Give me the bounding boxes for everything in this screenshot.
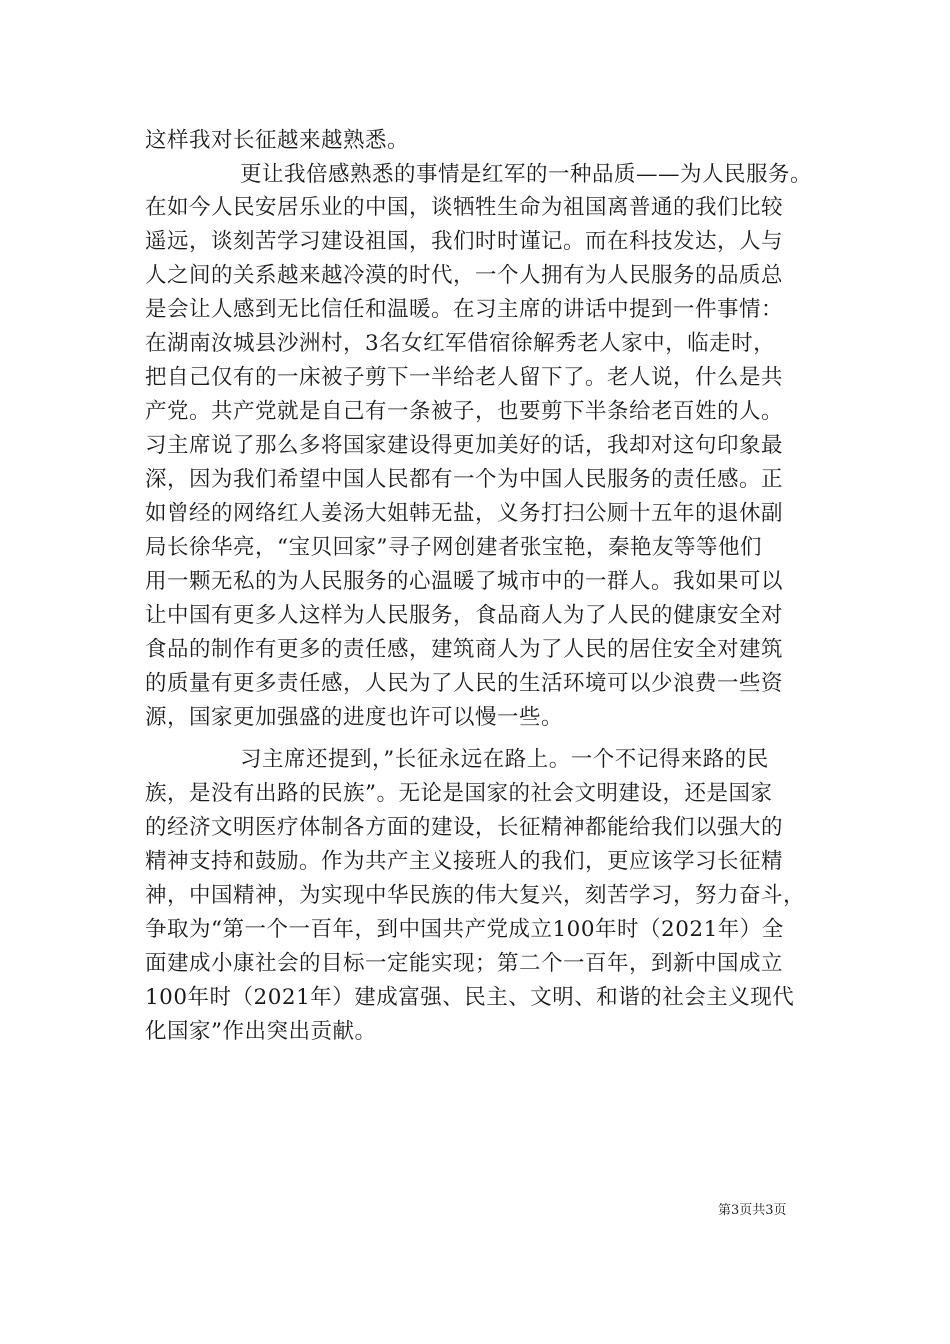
text-line: 争取为“第一个一百年，到中国共产党成立100年时（2021年）全: [145, 917, 784, 942]
text-line: 局长徐华亮，“宝贝回家”寻子网创建者张宝艳，秦艳友等等他们: [145, 535, 762, 560]
text-line: 100年时（2021年）建成富强、民主、文明、和谐的社会主义现代: [145, 985, 795, 1010]
text-line: 遥远，谈刻苦学习建设祖国，我们时时谨记。而在科技发达，人与: [145, 229, 784, 254]
text-line: 族，是没有出路的民族”。无论是国家的社会文明建设，还是国家: [145, 781, 773, 806]
text-line: 的经济文明医疗体制各方面的建设，长征精神都能给我们以强大的: [145, 815, 784, 840]
text-line: 产党。共产党就是自己有一条被子，也要剪下半条给老百姓的人。: [145, 399, 784, 424]
text-line: 精神支持和鼓励。作为共产主义接班人的我们，更应该学习长征精: [145, 849, 784, 874]
text-line: 化国家”作出突出贡献。: [145, 1019, 377, 1044]
text-line: 这样我对长征越来越熟悉。: [145, 128, 410, 153]
text-line: 深，因为我们希望中国人民都有一个为中国人民服务的责任感。正: [145, 467, 784, 492]
text-line: 源，国家更加强盛的进度也许可以慢一些。: [145, 705, 564, 730]
text-line: 食品的制作有更多的责任感，建筑商人为了人民的居住安全对建筑: [145, 637, 784, 662]
text-line: 的质量有更多责任感，人民为了人民的生活环境可以少浪费一些资: [145, 671, 784, 696]
text-line: 面建成小康社会的目标一定能实现；第二个一百年，到新中国成立: [145, 951, 784, 976]
text-line: 是会让人感到无比信任和温暖。在习主席的讲话中提到一件事情：: [145, 297, 784, 322]
text-line: 在湖南汝城县沙洲村，3名女红军借宿徐解秀老人家中，临走时，: [145, 331, 776, 356]
text-line: 习主席说了那么多将国家建设得更加美好的话，我却对这句印象最: [145, 433, 784, 458]
text-line: 在如今人民安居乐业的中国，谈牺牲生命为祖国离普通的我们比较: [145, 195, 784, 220]
text-line: 用一颗无私的为人民服务的心温暖了城市中的一群人。我如果可以: [145, 569, 784, 594]
paragraph-start-line: 更让我倍感熟悉的事情是红军的一种品质——为人民服务。: [240, 162, 813, 187]
text-line: 把自己仅有的一床被子剪下一半给老人留下了。老人说，什么是共: [145, 365, 784, 390]
text-line: 人之间的关系越来越冷漠的时代，一个人拥有为人民服务的品质总: [145, 263, 784, 288]
page-number: 第3页共3页: [718, 1203, 787, 1218]
paragraph-start-line: 习主席还提到，”长征永远在路上。一个不记得来路的民: [240, 747, 769, 772]
text-line: 神，中国精神，为实现中华民族的伟大复兴，刻苦学习，努力奋斗，: [145, 883, 806, 908]
text-line: 如曾经的网络红人姜汤大姐韩无盐，义务打扫公厕十五年的退休副: [145, 501, 784, 526]
text-line: 让中国有更多人这样为人民服务，食品商人为了人民的健康安全对: [145, 603, 784, 628]
